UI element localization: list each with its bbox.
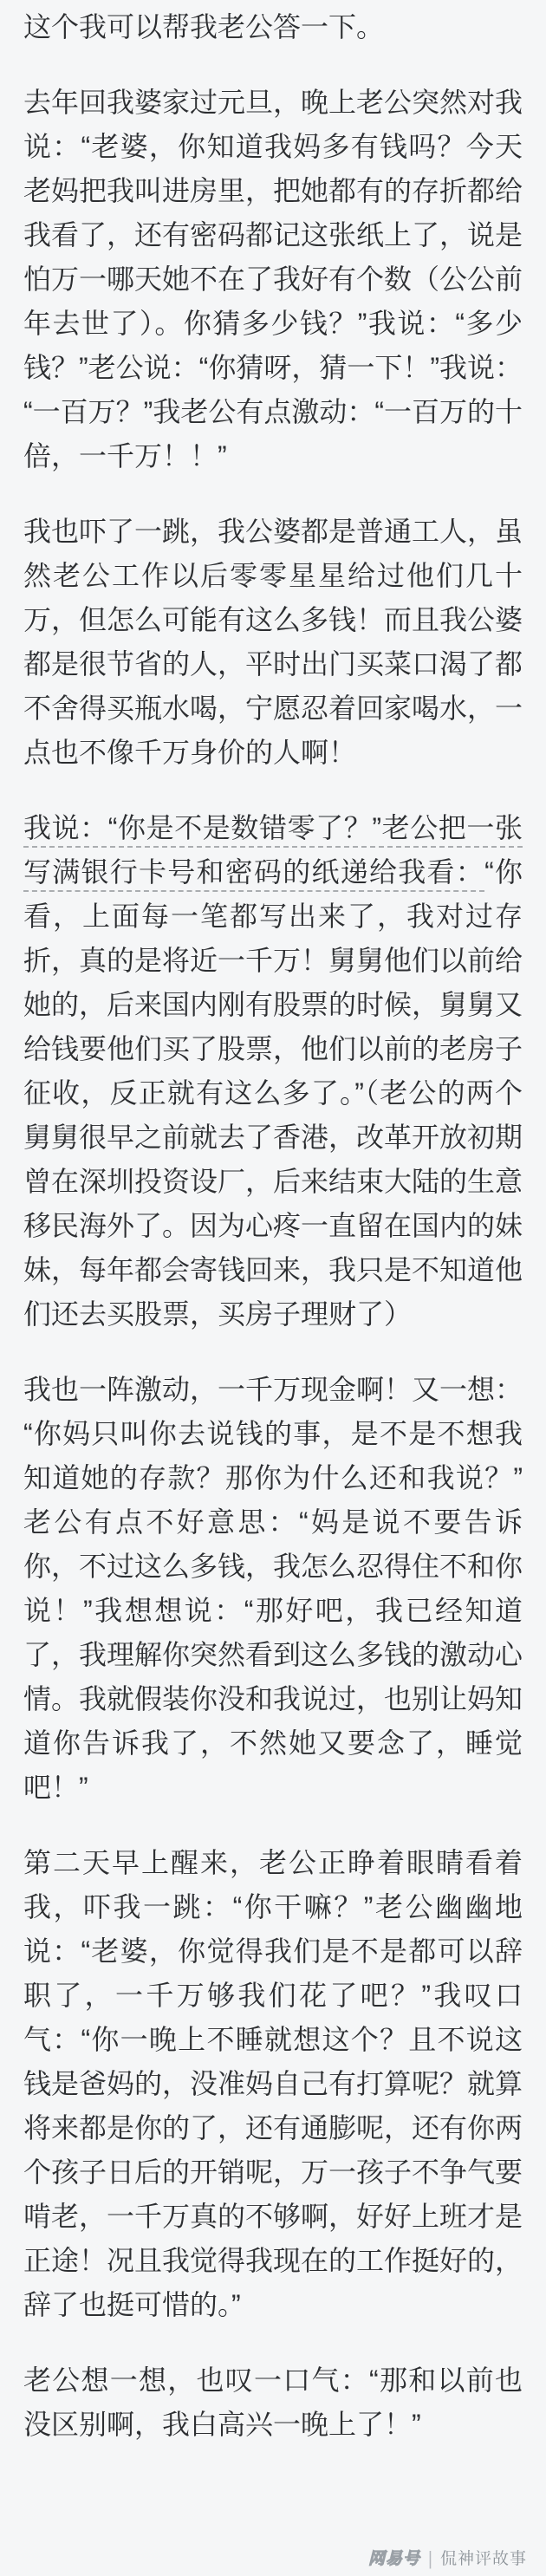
watermark [368, 2550, 527, 2569]
paragraph [23, 81, 523, 478]
highlighted-sentence: 我说：“你是不是数错零了？”老公把一张写满银行卡号和密码的纸递给我看： [23, 812, 523, 888]
netease-hao-logo: 网易号 [368, 2550, 421, 2568]
paragraph [23, 5, 523, 49]
watermark-account-name: 侃神评故事 [439, 2550, 527, 2568]
sentence: “你看，上面每一笔都写出来了，我对过存折，真的是将近一千万！舅舅他们以前给她的，后来国内刚有股票的时候，舅舅又给钱要他们买了股票，他们以前的老房子征收，反正就有这么多了。”（老公的两个舅舅很早之前就去了香港，改革开放初期曾在深圳投资设厂，后来结束大陆的生意移民海外了。因为心疼一直留在国内的妹妹，每年都会寄钱回来，我只是不知道他们还去买股票，买房子理财了） [23, 856, 523, 1330]
sentence: 这个我可以帮我老公答一下。 [23, 11, 385, 42]
paragraph [23, 1841, 523, 2327]
sentence: 老公想一想，也叹一口气：“那和以前也没区别啊，我白高兴一晚上了！” [23, 2365, 523, 2440]
sentence: 我也一阵激动，一千万现金啊！又一想：“你妈只叫你去说钱的事，是不是不想我知道她的存款？那你为什么还和我说？”老公有点不好意思：“妈是说不要告诉你，不过这么多钱，我怎么忍得住不和你说！”我想想说：“那好吧，我已经知道了，我理解你突然看到这么多钱的激动心情。我就假装你没和我说过，也别让妈知道你告诉我了，不然她又要念了，睡觉吧！” [23, 1374, 523, 1803]
sentence: 我也吓了一跳，我公婆都是普通工人，虽然老公工作以后零零星星给过他们几十万，但怎么可能有这么多钱！而且我公婆都是很节省的人，平时出门买菜口渴了都不舍得买瓶水喝，宁愿忍着回家喝水，一点也不像千万身价的人啊！ [23, 516, 523, 768]
paragraph [23, 2358, 523, 2447]
paragraph [23, 510, 523, 775]
sentence: 第二天早上醒来，老公正睁着眼睛看着我，吓我一跳：“你干嘛？”老公幽幽地说：“老婆，你觉得我们是不是都可以辞职了，一千万够我们花了吧？”我叹口气：“你一晚上不睡就想这个？且不说这钱是爸妈的，没准妈自己有打算呢？就算将来都是你的了，还有通膨呢，还有你两个孩子日后的开销呢，万一孩子不争气要啃老，一千万真的不够啊，好好上班才是正途！况且我觉得我现在的工作挺好的，辞了也挺可惜的。” [23, 1847, 523, 2320]
watermark-divider: | [428, 2548, 432, 2570]
sentence: 去年回我婆家过元旦，晚上老公突然对我说：“老婆，你知道我妈多有钱吗？今天老妈把我叫进房里，把她都有的存折都给我看了，还有密码都记这张纸上了，说是怕万一哪天她不在了我好有个数（公公前年去世了）。你猜多少钱？”我说：“多少钱？”老公说：“你猜呀，猜一下！”我说：“一百万？”我老公有点激动：“一百万的十倍，一千万！！” [23, 87, 523, 472]
paragraph [23, 806, 523, 1337]
paragraph [23, 1368, 523, 1810]
